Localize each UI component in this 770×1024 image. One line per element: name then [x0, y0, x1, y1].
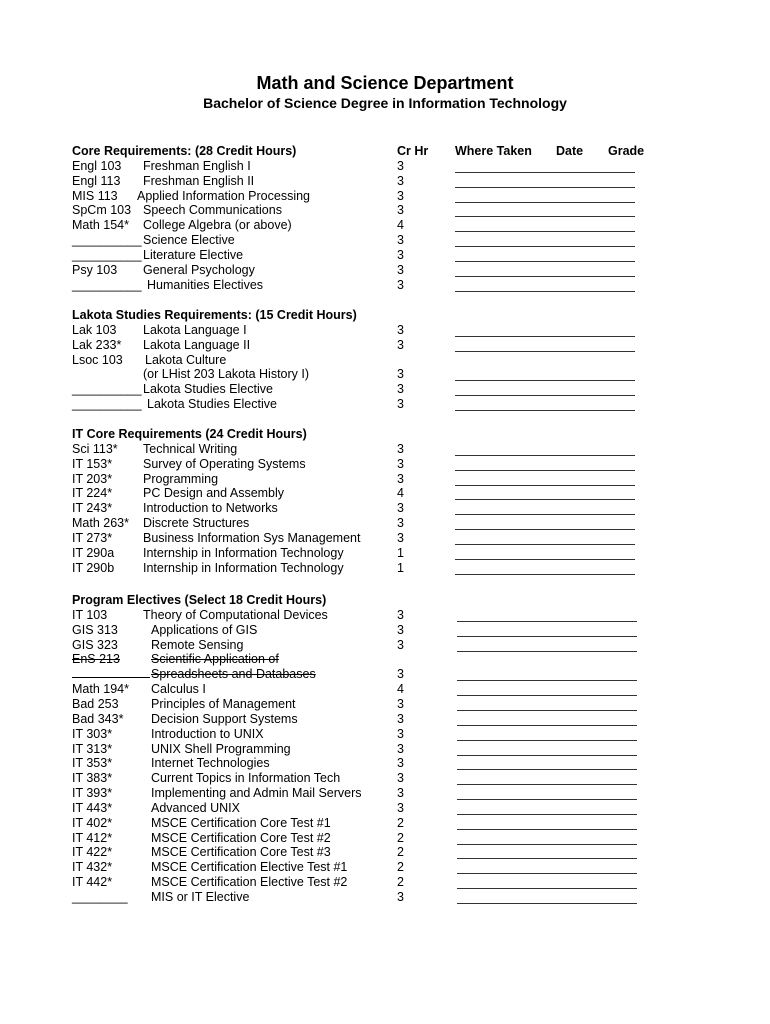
course-name: MSCE Certification Elective Test #2	[151, 875, 348, 890]
course-code: Lsoc 103	[72, 352, 123, 367]
credit-hours: 3	[397, 530, 404, 545]
course-code: MIS 113	[72, 188, 118, 203]
where-taken-blank[interactable]	[455, 559, 635, 560]
course-code: IT 203*	[72, 471, 113, 486]
course-code: Math 194*	[72, 682, 129, 697]
course-code: IT 432*	[72, 860, 113, 875]
course-name: Introduction to Networks	[143, 501, 278, 516]
course-code: IT 412*	[72, 830, 113, 845]
where-taken-blank[interactable]	[455, 380, 635, 381]
course-code: Lak 103	[72, 322, 117, 337]
course-name: General Psychology	[143, 262, 255, 277]
where-taken-blank[interactable]	[455, 485, 635, 486]
course-code: IT 243*	[72, 501, 113, 516]
col-header-credit-hours: Cr Hr	[397, 144, 429, 158]
credit-hours: 3	[397, 756, 404, 771]
where-taken-blank[interactable]	[457, 725, 637, 726]
where-taken-blank[interactable]	[457, 784, 637, 785]
course-code: IT 290b	[72, 560, 115, 575]
where-taken-blank[interactable]	[457, 888, 637, 889]
course-code: Bad 343*	[72, 711, 124, 726]
course-code: Engl 113	[72, 173, 121, 188]
course-name: Principles of Management	[151, 696, 296, 711]
credit-hours: 2	[397, 875, 404, 890]
course-name: Lakota Language II	[143, 337, 251, 352]
credit-hours: 1	[397, 560, 404, 575]
where-taken-blank[interactable]	[457, 814, 637, 815]
course-name: Speech Communications	[143, 203, 282, 218]
course-name: Remote Sensing	[151, 637, 244, 652]
where-taken-blank[interactable]	[455, 187, 635, 188]
credit-hours: 3	[397, 233, 404, 248]
page-title: Math and Science Department	[256, 73, 514, 93]
where-taken-blank[interactable]	[457, 769, 637, 770]
course-code: Engl 103	[72, 158, 122, 173]
credit-hours: 3	[397, 667, 404, 682]
section-heading: IT Core Requirements (24 Credit Hours)	[72, 427, 307, 441]
course-code: GIS 313	[72, 622, 118, 637]
credit-hours: 3	[397, 188, 404, 203]
course-name: Freshman English I	[143, 158, 251, 173]
course-code: IT 290a	[72, 545, 115, 560]
credit-hours: 3	[397, 711, 404, 726]
where-taken-blank[interactable]	[455, 514, 635, 515]
credit-hours: 3	[397, 397, 404, 412]
credit-hours: 1	[397, 545, 404, 560]
credit-hours: 3	[397, 696, 404, 711]
course-name: Applications of GIS	[151, 622, 258, 637]
where-taken-blank[interactable]	[457, 799, 637, 800]
credit-hours: 3	[397, 471, 404, 486]
where-taken-blank[interactable]	[457, 695, 637, 696]
credit-hours: 3	[397, 622, 404, 637]
credit-hours: 3	[397, 741, 404, 756]
course-code: IT 313*	[72, 741, 113, 756]
col-header-where-taken: Where Taken	[455, 144, 532, 158]
course-name: Science Elective	[143, 233, 235, 248]
course-name: MSCE Certification Elective Test #1	[151, 860, 348, 875]
course-name: Lakota Studies Elective	[147, 397, 277, 412]
course-name: Calculus I	[151, 682, 206, 697]
course-name: Advanced UNIX	[151, 800, 240, 815]
course-name: MSCE Certification Core Test #3	[151, 845, 331, 860]
course-name: Literature Elective	[143, 247, 244, 262]
course-name: Theory of Computational Devices	[143, 607, 328, 622]
course-code: __________	[72, 397, 142, 412]
course-code: Math 154*	[72, 218, 129, 233]
where-taken-blank[interactable]	[457, 873, 637, 874]
credit-hours: 3	[397, 158, 404, 173]
course-code: EnS 213	[72, 652, 120, 667]
credit-hours: 2	[397, 815, 404, 830]
where-taken-blank[interactable]	[455, 172, 635, 173]
course-code: Psy 103	[72, 262, 118, 277]
course-code: GIS 323	[72, 637, 118, 652]
course-name: Implementing and Admin Mail Servers	[151, 786, 362, 801]
course-code: IT 273*	[72, 530, 113, 545]
where-taken-blank[interactable]	[457, 903, 637, 904]
course-name: Internship in Information Technology	[143, 545, 344, 560]
credit-hours: 2	[397, 860, 404, 875]
course-code: __________	[72, 382, 142, 397]
course-code: IT 442*	[72, 875, 113, 890]
course-code: IT 393*	[72, 786, 113, 801]
course-name: Internship in Information Technology	[143, 560, 344, 575]
course-name: MIS or IT Elective	[151, 890, 250, 904]
course-name: (or LHist 203 Lakota History I)	[143, 367, 310, 382]
course-code	[72, 667, 150, 678]
credit-hours: 3	[397, 382, 404, 397]
course-name: UNIX Shell Programming	[151, 741, 291, 756]
course-code: IT 383*	[72, 771, 113, 786]
course-name: Lakota Language I	[143, 322, 247, 337]
credit-hours: 3	[397, 637, 404, 652]
where-taken-blank[interactable]	[455, 231, 635, 232]
course-name: Humanities Electives	[147, 277, 264, 292]
where-taken-blank[interactable]	[457, 858, 637, 859]
course-code: __________	[72, 233, 142, 248]
course-code: IT 224*	[72, 486, 113, 501]
where-taken-blank[interactable]	[455, 470, 635, 471]
course-code: IT 303*	[72, 726, 113, 741]
where-taken-blank[interactable]	[455, 395, 635, 396]
where-taken-blank[interactable]	[455, 202, 635, 203]
credit-hours: 3	[397, 262, 404, 277]
course-code: __________	[72, 247, 142, 262]
course-code: IT 402*	[72, 815, 113, 830]
course-code: IT 443*	[72, 800, 113, 815]
where-taken-blank[interactable]	[455, 410, 635, 411]
where-taken-blank[interactable]	[455, 544, 635, 545]
where-taken-blank[interactable]	[455, 351, 635, 352]
section-heading: Core Requirements: (28 Credit Hours)	[72, 144, 297, 158]
where-taken-blank[interactable]	[457, 680, 637, 681]
credit-hours: 4	[397, 682, 404, 697]
where-taken-blank[interactable]	[455, 276, 635, 277]
course-name: Lakota Studies Elective	[143, 382, 273, 397]
course-code: ________	[72, 890, 128, 904]
credit-hours: 3	[397, 800, 404, 815]
course-name: Scientific Application of	[151, 652, 279, 667]
where-taken-blank[interactable]	[457, 829, 637, 830]
credit-hours: 3	[397, 337, 404, 352]
credit-hours: 3	[397, 726, 404, 741]
where-taken-blank[interactable]	[457, 636, 637, 637]
where-taken-blank[interactable]	[455, 291, 635, 292]
where-taken-blank[interactable]	[457, 621, 637, 622]
col-header-date: Date	[556, 144, 584, 158]
where-taken-blank[interactable]	[455, 261, 635, 262]
where-taken-blank[interactable]	[455, 246, 635, 247]
where-taken-blank[interactable]	[457, 651, 637, 652]
where-taken-blank[interactable]	[455, 499, 635, 500]
credit-hours: 3	[397, 247, 404, 262]
course-name: Discrete Structures	[143, 516, 250, 531]
course-name: Freshman English II	[143, 173, 255, 188]
credit-hours: 3	[397, 203, 404, 218]
where-taken-blank[interactable]	[455, 216, 635, 217]
course-name: MSCE Certification Core Test #2	[151, 830, 331, 845]
page-subtitle: Bachelor of Science Degree in Information Technology	[203, 95, 567, 111]
course-name: College Algebra (or above)	[143, 218, 292, 233]
course-code: Math 263*	[72, 516, 129, 531]
course-name: Programming	[143, 471, 219, 486]
credit-hours: 4	[397, 218, 404, 233]
course-name: Lakota Culture	[145, 352, 227, 367]
course-name: Technical Writing	[143, 441, 238, 456]
credit-hours: 3	[397, 322, 404, 337]
credit-hours: 2	[397, 845, 404, 860]
course-name: Spreadsheets and Databases	[151, 667, 316, 682]
where-taken-blank[interactable]	[457, 710, 637, 711]
course-code: IT 422*	[72, 845, 113, 860]
credit-hours: 3	[397, 501, 404, 516]
credit-hours: 3	[397, 277, 404, 292]
course-code: __________	[72, 277, 142, 292]
where-taken-blank[interactable]	[455, 455, 635, 456]
course-code: IT 153*	[72, 456, 113, 471]
course-name: Internet Technologies	[151, 756, 270, 771]
col-header-grade: Grade	[608, 144, 645, 158]
where-taken-blank[interactable]	[457, 755, 637, 756]
credit-hours: 3	[397, 771, 404, 786]
course-code: SpCm 103	[72, 203, 132, 218]
credit-hours: 3	[397, 786, 404, 801]
credit-hours: 3	[397, 516, 404, 531]
course-code: IT 103	[72, 607, 108, 622]
where-taken-blank[interactable]	[455, 574, 635, 575]
course-name: Applied Information Processing	[137, 188, 311, 203]
course-code: Sci 113*	[72, 441, 118, 456]
course-name: Decision Support Systems	[151, 711, 298, 726]
course-name: Survey of Operating Systems	[143, 456, 306, 471]
credit-hours: 3	[397, 367, 404, 382]
credit-hours: 2	[397, 830, 404, 845]
where-taken-blank[interactable]	[455, 336, 635, 337]
section-heading: Lakota Studies Requirements: (15 Credit Hours)	[72, 308, 357, 322]
credit-hours: 3	[397, 173, 404, 188]
section-heading: Program Electives (Select 18 Credit Hours)	[72, 593, 327, 607]
credit-hours: 3	[397, 607, 404, 622]
credit-hours: 3	[397, 441, 404, 456]
where-taken-blank[interactable]	[457, 740, 637, 741]
course-code: Lak 233*	[72, 337, 122, 352]
credit-hours: 3	[397, 456, 404, 471]
course-name: Business Information Sys Management	[143, 530, 361, 545]
course-name: MSCE Certification Core Test #1	[151, 815, 331, 830]
where-taken-blank[interactable]	[455, 529, 635, 530]
course-code: Bad 253	[72, 696, 119, 711]
credit-hours: 4	[397, 486, 404, 501]
credit-hours: 3	[397, 890, 404, 904]
course-name: Introduction to UNIX	[151, 726, 264, 741]
course-name: Current Topics in Information Tech	[151, 771, 341, 786]
course-code: IT 353*	[72, 756, 113, 771]
where-taken-blank[interactable]	[457, 844, 637, 845]
course-name: PC Design and Assembly	[143, 486, 285, 501]
